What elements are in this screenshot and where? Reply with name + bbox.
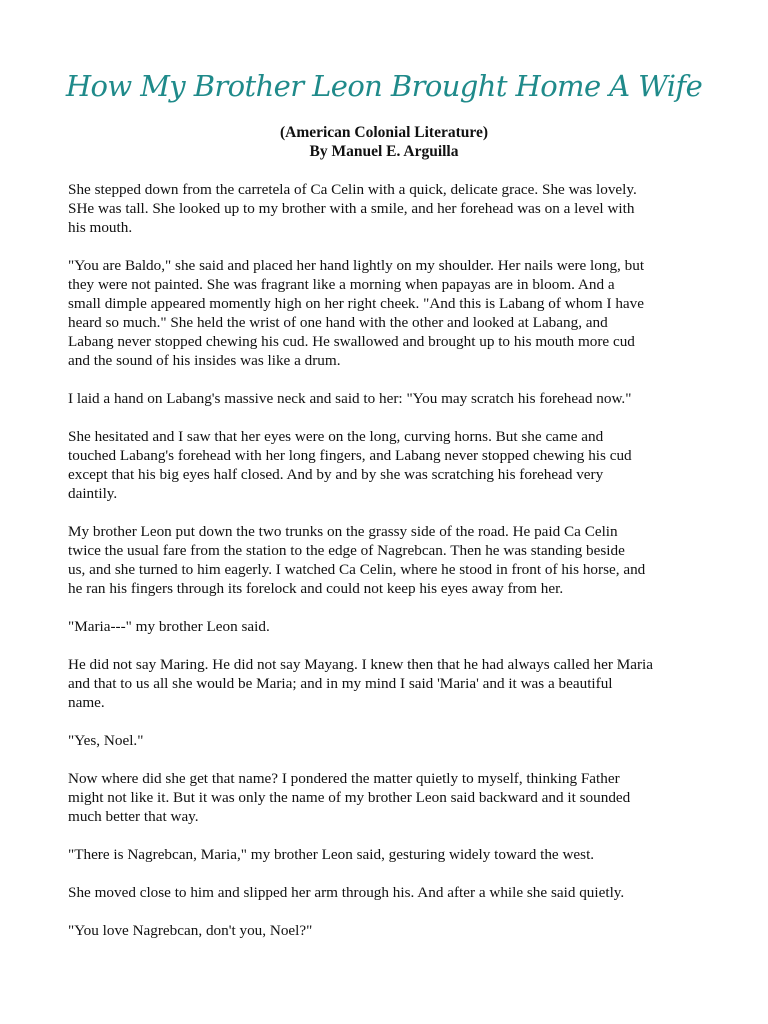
- story-paragraph: [68, 427, 708, 503]
- paragraph-line: name.: [68, 694, 105, 711]
- subtitle-author: By Manuel E. Arguilla: [309, 143, 459, 160]
- story-paragraph: [68, 883, 708, 902]
- document-subtitle: [0, 123, 768, 161]
- paragraph-line: He did not say Maring. He did not say Mayang. I knew then that he had always called her Maria: [68, 656, 653, 673]
- paragraph-line: twice the usual fare from the station to the edge of Nagrebcan. Then he was standing beside: [68, 542, 625, 559]
- paragraph-line: daintily.: [68, 485, 118, 502]
- paragraph-line: "Maria---" my brother Leon said.: [68, 618, 270, 635]
- paragraph-line: heard so much." She held the wrist of one hand with the other and looked at Labang, and: [68, 314, 608, 331]
- paragraph-line: his mouth.: [68, 219, 133, 236]
- paragraph-line: She moved close to him and slipped her arm through his. And after a while she said quietly.: [68, 884, 625, 901]
- paragraph-line: SHe was tall. She looked up to my brother with a smile, and her forehead was on a level with: [68, 200, 635, 217]
- story-paragraph: [68, 180, 708, 237]
- paragraph-line: he ran his fingers through its forelock and could not keep his eyes away from her.: [68, 580, 564, 597]
- paragraph-line: Labang never stopped chewing his cud. He swallowed and brought up to his mouth more cud: [68, 333, 635, 350]
- story-paragraph: [68, 921, 708, 940]
- story-paragraph: [68, 617, 708, 636]
- paragraph-line: and that to us all she would be Maria; and in my mind I said 'Maria' and it was a beautiful: [68, 675, 613, 692]
- story-paragraph: [68, 256, 708, 370]
- story-paragraph: [68, 522, 708, 598]
- paragraph-line: My brother Leon put down the two trunks on the grassy side of the road. He paid Ca Celin: [68, 523, 618, 540]
- paragraph-line: "You love Nagrebcan, don't you, Noel?": [68, 922, 313, 939]
- story-paragraph: [68, 769, 708, 826]
- paragraph-line: She hesitated and I saw that her eyes were on the long, curving horns. But she came and: [68, 428, 604, 445]
- paragraph-line: they were not painted. She was fragrant like a morning when papayas are in bloom. And a: [68, 276, 615, 293]
- paragraph-line: us, and she turned to him eagerly. I watched Ca Celin, where he stood in front of his horse, and: [68, 561, 646, 578]
- story-paragraph: [68, 389, 708, 408]
- paragraph-line: "Yes, Noel.": [68, 732, 144, 749]
- paragraph-line: small dimple appeared momently high on her right cheek. "And this is Labang of whom I have: [68, 295, 645, 312]
- paragraph-line: might not like it. But it was only the name of my brother Leon said backward and it sounded: [68, 789, 631, 806]
- story-paragraph: [68, 655, 708, 712]
- story-paragraph: [68, 731, 708, 750]
- paragraph-line: Now where did she get that name? I pondered the matter quietly to myself, thinking Father: [68, 770, 620, 787]
- paragraph-line: "You are Baldo," she said and placed her hand lightly on my shoulder. Her nails were long, but: [68, 257, 645, 274]
- document-title: How My Brother Leon Brought Home A Wife: [65, 69, 703, 103]
- story-paragraph: [68, 845, 708, 864]
- paragraph-line: and the sound of his insides was like a drum.: [68, 352, 341, 369]
- story-body: [68, 180, 708, 959]
- paragraph-line: touched Labang's forehead with her long fingers, and Labang never stopped chewing his cud: [68, 447, 632, 464]
- paragraph-line: "There is Nagrebcan, Maria," my brother Leon said, gesturing widely toward the west.: [68, 846, 595, 863]
- paragraph-line: I laid a hand on Labang's massive neck and said to her: "You may scratch his forehead now.": [68, 390, 632, 407]
- paragraph-line: except that his big eyes half closed. And by and by she was scratching his forehead very: [68, 466, 604, 483]
- subtitle-genre: (American Colonial Literature): [279, 124, 489, 141]
- paragraph-line: She stepped down from the carretela of Ca Celin with a quick, delicate grace. She was lovely.: [68, 181, 637, 198]
- paragraph-line: much better that way.: [68, 808, 199, 825]
